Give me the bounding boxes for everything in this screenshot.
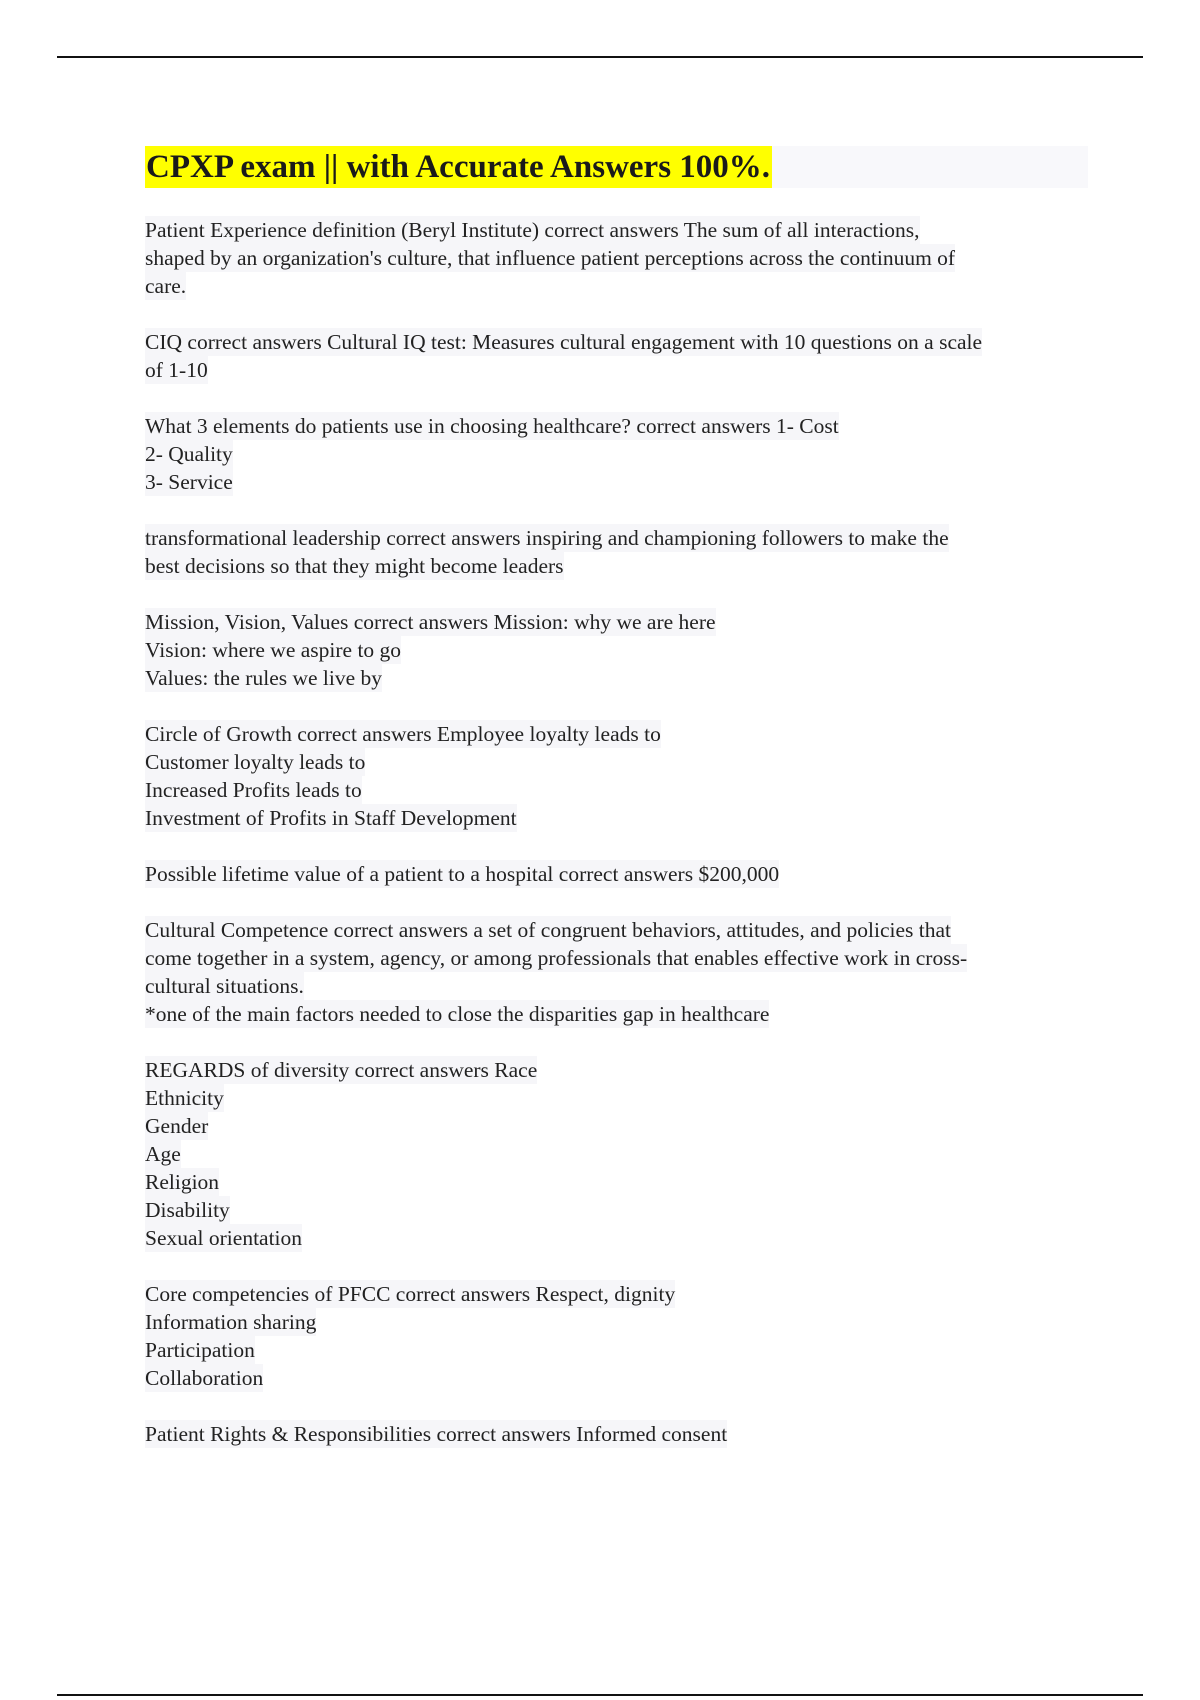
document-title: CPXP exam || with Accurate Answers 100%. [145,146,772,188]
entry-line: What 3 elements do patients use in choosing healthcare? correct answers 1- Cost [145,414,839,438]
entry-line: of 1-10 [145,358,208,382]
entry-line: Circle of Growth correct answers Employee loyalty leads to [145,722,661,746]
entry-ciq [145,328,1090,384]
entry-line: 3- Service [145,470,233,494]
entry-line: Possible lifetime value of a patient to a hospital correct answers $200,000 [145,862,780,886]
entry-patient-experience [145,216,1090,300]
entry-regards-of-diversity [145,1056,1090,1252]
entry-line: Core competencies of PFCC correct answers Respect, dignity [145,1282,676,1306]
entry-line: Values: the rules we live by [145,666,383,690]
title-bar [145,146,1088,188]
entry-line: Patient Experience definition (Beryl Institute) correct answers The sum of all interactions, [145,218,920,242]
entry-line: cultural situations. [145,974,304,998]
entry-line: Gender [145,1114,209,1138]
entry-transformational-leadership [145,524,1090,580]
entry-line: Ethnicity [145,1086,224,1110]
entry-line: Customer loyalty leads to [145,750,366,774]
entry-circle-of-growth [145,720,1090,832]
entry-line: Vision: where we aspire to go [145,638,402,662]
entry-line: Disability [145,1198,230,1222]
entry-line: CIQ correct answers Cultural IQ test: Measures cultural engagement with 10 questions on a scale [145,330,983,354]
entry-line: transformational leadership correct answers inspiring and championing followers to make the [145,526,949,550]
entry-patient-rights [145,1420,1090,1448]
entry-line: care. [145,274,187,298]
entry-line: 2- Quality [145,442,233,466]
entry-line: shaped by an organization's culture, that influence patient perceptions across the continuum of [145,246,956,270]
entry-line: Mission, Vision, Values correct answers Mission: why we are here [145,610,716,634]
entry-line: Age [145,1142,181,1166]
entry-line: Sexual orientation [145,1226,303,1250]
entry-line: Religion [145,1170,220,1194]
document-page [145,146,1090,1476]
entry-line: Information sharing [145,1310,317,1334]
entry-mission-vision-values [145,608,1090,692]
top-rule [57,56,1143,58]
entry-lifetime-value [145,860,1090,888]
entry-line: Patient Rights & Responsibilities correct answers Informed consent [145,1422,728,1446]
entry-line: Cultural Competence correct answers a set of congruent behaviors, attitudes, and policies that [145,918,951,942]
entry-line: Increased Profits leads to [145,778,362,802]
entry-line: REGARDS of diversity correct answers Race [145,1058,538,1082]
bottom-rule [57,1694,1143,1696]
entry-three-elements [145,412,1090,496]
entry-core-competencies-pfcc [145,1280,1090,1392]
entry-line: Participation [145,1338,255,1362]
entry-line: *one of the main factors needed to close the disparities gap in healthcare [145,1002,770,1026]
entry-line: Collaboration [145,1366,264,1390]
entry-line: best decisions so that they might become leaders [145,554,564,578]
entry-line: come together in a system, agency, or among professionals that enables effective work in cross- [145,946,968,970]
entry-cultural-competence [145,916,1090,1028]
entry-line: Investment of Profits in Staff Development [145,806,517,830]
